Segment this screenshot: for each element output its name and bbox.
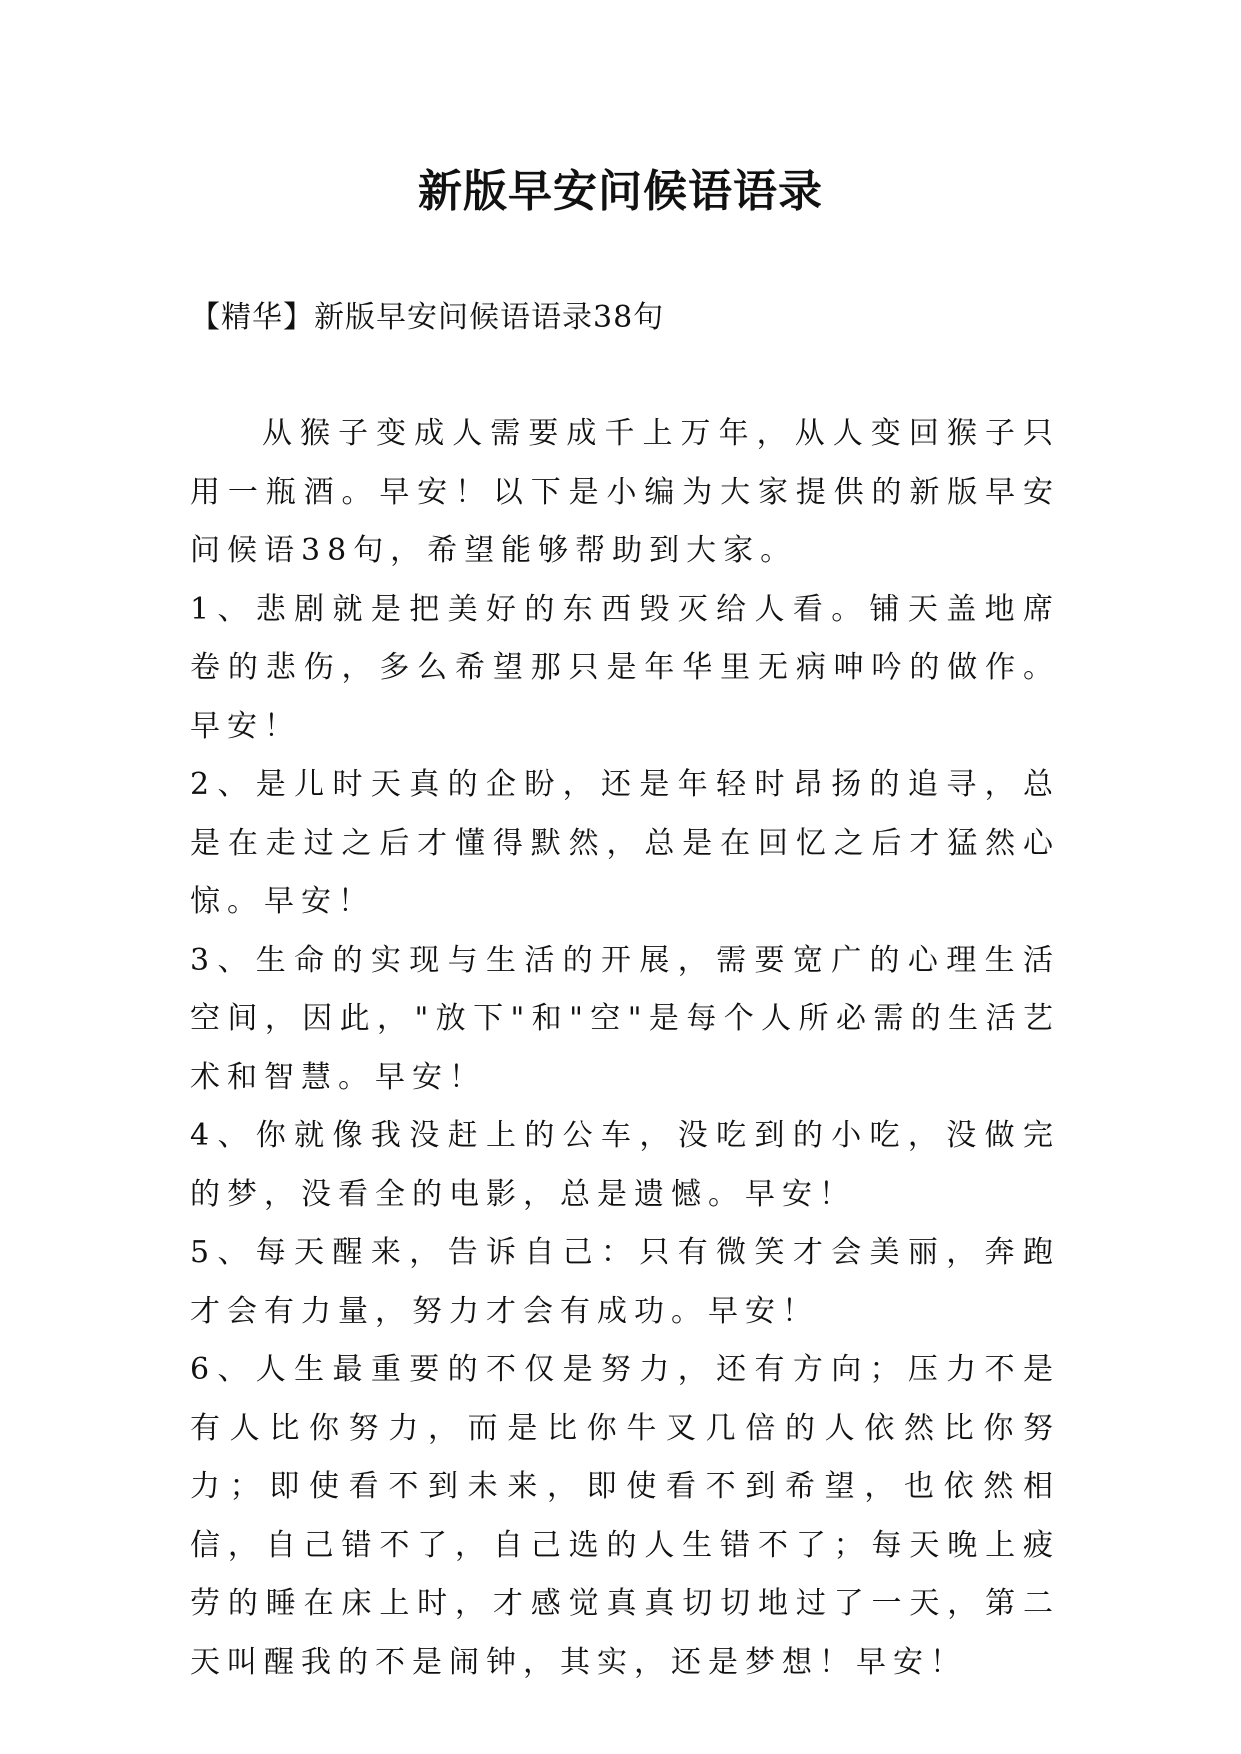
intro-paragraph: 从猴子变成人需要成千上万年，从人变回猴子只用一瓶酒。早安！以下是小编为大家提供的新版早安问候语38句，希望能够帮助到大家。 bbox=[190, 416, 1060, 568]
quote-item-2: 2、是儿时天真的企盼，还是年轻时昂扬的追寻，总是在走过之后才懂得默然，总是在回忆之后才猛然心惊。早安！ bbox=[190, 767, 1060, 919]
quote-item-1: 1、悲剧就是把美好的东西毁灭给人看。铺天盖地席卷的悲伤，多么希望那只是年华里无病呻吟的做作。早安！ bbox=[190, 591, 1060, 744]
quote-item-5: 5、每天醒来，告诉自己：只有微笑才会美丽，奔跑才会有力量，努力才会有成功。早安！ bbox=[190, 1235, 1060, 1329]
document-body bbox=[190, 405, 1060, 1692]
document-subtitle: 【精华】新版早安问候语语录38句 bbox=[190, 300, 665, 335]
quote-item-4: 4、你就像我没赶上的公车，没吃到的小吃，没做完的梦，没看全的电影，总是遗憾。早安！ bbox=[190, 1118, 1060, 1212]
quote-item-6: 6、人生最重要的不仅是努力，还有方向；压力不是有人比你努力，而是比你牛叉几倍的人依然比你努力；即使看不到未来，即使看不到希望，也依然相信，自己错不了，自己选的人生错不了；每天晚上疲劳的睡在床上时，才感觉真真切切地过了一天，第二天叫醒我的不是闹钟，其实，还是梦想！早安！ bbox=[190, 1352, 1060, 1680]
document-title: 新版早安问候语语录 bbox=[418, 166, 823, 217]
quote-item-3: 3、生命的实现与生活的开展，需要宽广的心理生活空间，因此，"放下"和"空"是每个人所必需的生活艺术和智慧。早安！ bbox=[190, 942, 1060, 1095]
